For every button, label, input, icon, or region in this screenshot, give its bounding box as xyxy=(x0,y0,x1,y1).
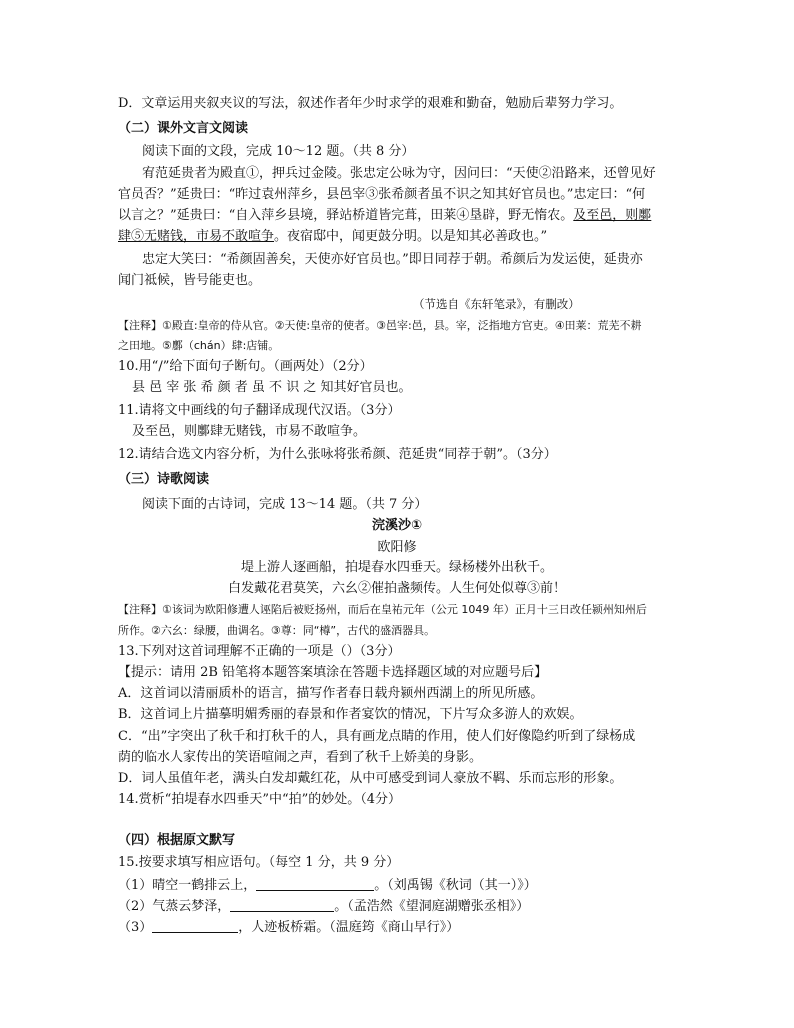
dictation-citation: 。（孟浩然《望洞庭湖赠张丞相》） xyxy=(334,899,530,914)
poem-footnote: 【注释】①该词为欧阳修遭人诬陷后被贬扬州，而后在皇祐元年（公元 1049 年）正月十三日改任颍州知州后 xyxy=(118,603,647,616)
question-10-sentence: 县 邑 宰 张 希 颜 者 虽 不 识 之 知其好官员也。 xyxy=(132,380,412,395)
source-citation: （节选自《东轩笔录》，有删改） xyxy=(413,297,580,311)
dictation-prompt: （2）气蒸云梦泽， xyxy=(118,899,231,914)
dictation-prompt: （1）晴空一鹤排云上， xyxy=(118,878,257,893)
option-c-continued: 荫的临水人家传出的笑语喧闹之声，看到了秋千上娇美的身影。 xyxy=(118,750,483,765)
footnote: 之田地。⑤鄽（chán）肆:店铺。 xyxy=(118,339,280,352)
dictation-prompt: （3） xyxy=(118,920,153,935)
passage-line xyxy=(118,228,547,246)
passage-text: 以言之？”延贵曰：“自入萍乡县境，驿站桥道皆完葺，田莱④垦辟，野无惰农。 xyxy=(118,208,574,223)
section-heading-classical-chinese: （二）课外文言文阅读 xyxy=(118,121,249,136)
answer-blank[interactable] xyxy=(256,876,374,891)
question-12: 12.请结合选文内容分析，为什么张咏将张希颜、范延贵“同荐于朝”。（3分） xyxy=(118,447,557,462)
option-b: B．这首词上片描摹明媚秀丽的春景和作者宴饮的情况，下片写众多游人的欢娱。 xyxy=(118,707,583,722)
poem-line: 白发戴花君莫笑，六幺②催拍盏频传。人生何处似尊③前！ xyxy=(227,581,566,596)
answer-blank[interactable] xyxy=(230,897,334,912)
passage-text: 。夜宿邸中，闻更鼓分明。以是知其必善政也。” xyxy=(274,229,548,244)
underlined-sentence: 及至邑，则鄽 xyxy=(573,208,652,223)
section-heading-dictation: （四）根据原文默写 xyxy=(118,833,236,848)
dictation-citation: 。（刘禹锡《秋词（其一）》） xyxy=(374,878,537,893)
dictation-citation: ，人迹板桥霜。（温庭筠《商山早行》） xyxy=(238,920,460,935)
passage-line: 官员否？”延贵曰：“昨过袁州萍乡，县邑宰③张希颜者虽不识之知其好官员也。”忠定曰：“何 xyxy=(118,187,646,202)
dictation-item-1 xyxy=(118,876,537,895)
passage-line xyxy=(118,207,651,225)
poem-line: 堤上游人逐画船，拍堤春水四垂天。绿杨楼外出秋千。 xyxy=(240,560,553,575)
question-15: 15.按要求填写相应语句。（每空 1 分，共 9 分） xyxy=(118,855,400,870)
dictation-item-3 xyxy=(118,918,459,937)
question-11: 11.请将文中画线的句子翻译成现代汉语。（3分） xyxy=(118,403,401,418)
underlined-sentence: 肆⑤无赌钱，市易不敢喧争 xyxy=(118,229,275,244)
poem-footnote: 所作。②六幺：绿腰，曲调名。③尊：同“樽”，古代的盛酒器具。 xyxy=(118,624,436,637)
poem-title: 浣溪沙① xyxy=(371,518,422,533)
question-10: 10.用“/”给下面句子断句。（画两处）（2分） xyxy=(118,359,373,374)
section-intro: 阅读下面的文段，完成 10～12 题。（共 8 分） xyxy=(142,144,415,159)
passage-line: 宥范延贵者为殿直①，押兵过金陵。张忠定公咏为守，因问曰：“天使②沿路来，还曾见好 xyxy=(142,166,656,181)
question-13-tip: 【提示：请用 2B 铅笔将本题答案填涂在答题卡选择题区域的对应题号后】 xyxy=(118,665,548,680)
passage-line: 闻门祗候，皆号能吏也。 xyxy=(118,273,262,288)
question-14: 14.赏析“拍堤春水四垂天”中“拍”的妙处。（4分） xyxy=(118,792,402,807)
poem-author: 欧阳修 xyxy=(377,540,417,555)
footnote: 【注释】①殿直:皇帝的侍从官。②天使:皇帝的使者。③邑宰:邑，县。宰，泛指地方官吏。④田莱：荒芜不耕 xyxy=(118,319,642,332)
option-c: C．“出”字突出了秋千和打秋千的人，具有画龙点睛的作用，使人们好像隐约听到了绿杨成 xyxy=(118,729,636,744)
question-13: 13.下列对这首词理解不正确的一项是（）（3分） xyxy=(118,644,401,659)
section-intro: 阅读下面的古诗词，完成 13～14 题。（共 7 分） xyxy=(142,497,428,512)
option-a: A．这首词以清丽质朴的语言，描写作者春日载舟颍州西湖上的所见所感。 xyxy=(118,686,544,701)
option-d: D．词人虽值年老，满头白发却戴红花，从中可感受到词人豪放不羁、乐而忘形的形象。 xyxy=(118,771,623,786)
question-11-sentence: 及至邑，则鄽肆无赌钱，市易不敢喧争。 xyxy=(132,424,367,439)
option-d: D．文章运用夹叙夹议的写法，叙述作者年少时求学的艰难和勤奋，勉励后辈努力学习。 xyxy=(118,96,623,111)
answer-blank[interactable] xyxy=(152,918,238,933)
passage-line: 忠定大笑曰：“希颜固善矣，天使亦好官员也。”即日同荐于朝。希颜后为发运使，延贵亦 xyxy=(142,252,643,267)
section-heading-poetry: （三）诗歌阅读 xyxy=(118,472,210,487)
dictation-item-2 xyxy=(118,897,529,916)
